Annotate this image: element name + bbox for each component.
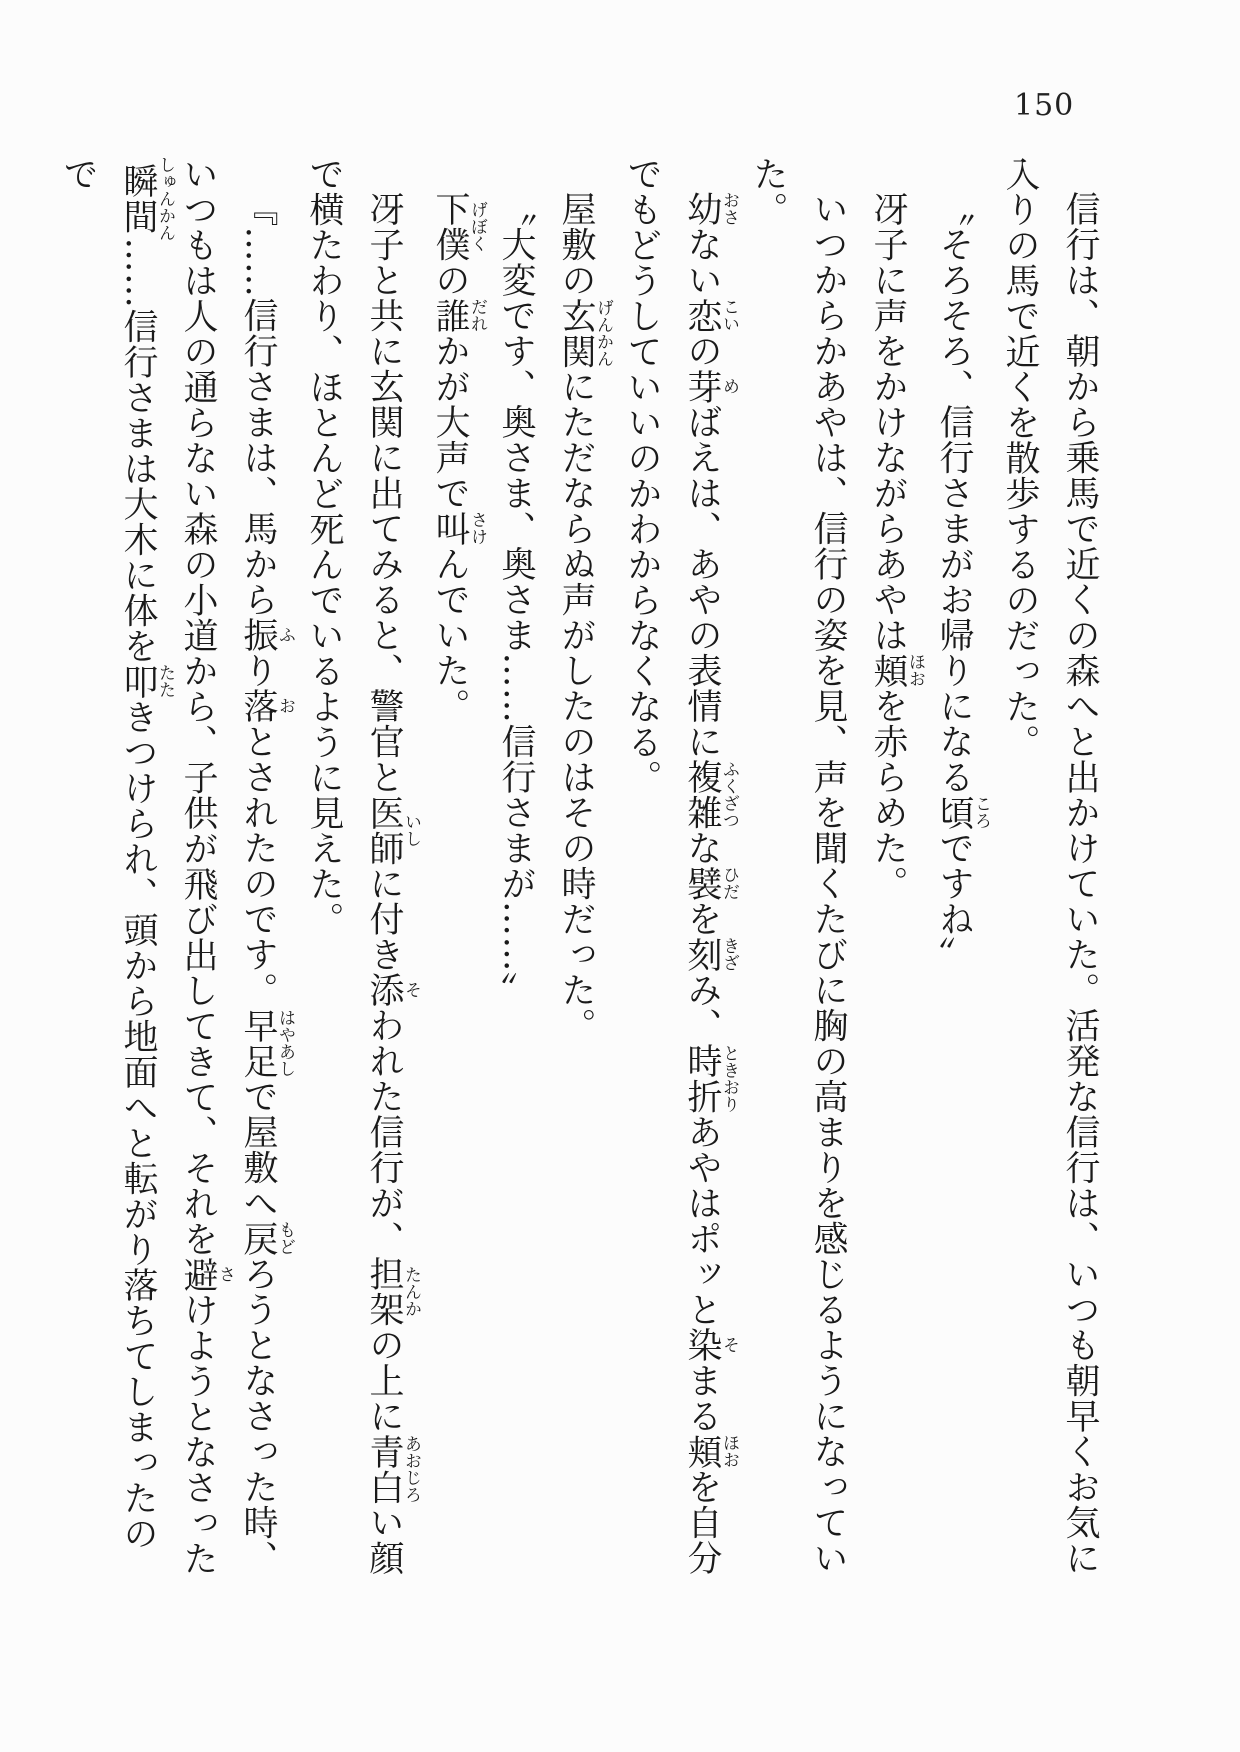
furigana-word: 早足はやあし (238, 1007, 295, 1079)
furigana-reading: そ (401, 972, 421, 1008)
furigana-reading: お (275, 688, 295, 724)
paragraph: 『……信行さまは、馬から振ふり落おとされたのです。早足はやあしで屋敷へ戻もどろうとなさった時、いつもは人の通らない森の小道から、子供が飛び出してきて、それを避さけようとなさった瞬間しゅんかん……信行さまは大木に体を叩たたきつけられ、頭から地面へと転がり落ちてしまったので (58, 156, 295, 1576)
furigana-reading: ふくざつ (719, 759, 739, 830)
furigana-word: 添そ (364, 972, 421, 1008)
furigana-word: 頬ほお (682, 1433, 739, 1469)
furigana-reading: ひだ (719, 865, 739, 901)
furigana-reading: おさ (719, 191, 739, 227)
furigana-word: 落お (238, 688, 295, 724)
furigana-word: 恋こい (682, 297, 739, 333)
paragraph: 〝そろそろ、信行さまがお帰りになる頃ころですね〟 (934, 191, 991, 972)
paragraph: 幼おさない恋こいの芽めばえは、あやの表情に複雑ふくざつな襞ひだを刻きざみ、時折ときおりあやはポッと染そまる頬ほおを自分でもどうしていいのかわからなくなる。 (622, 156, 739, 1576)
furigana-reading: さけ (467, 510, 487, 546)
furigana-word: 瞬間しゅんかん (118, 156, 175, 241)
furigana-reading: たた (155, 663, 175, 699)
furigana-reading: ほお (719, 1433, 739, 1469)
furigana-reading: ころ (971, 794, 991, 830)
furigana-reading: ときおり (719, 1043, 739, 1114)
furigana-reading: きざ (719, 936, 739, 972)
furigana-reading: たんか (401, 1256, 421, 1327)
furigana-word: 青白あおじろ (364, 1433, 421, 1505)
paragraph: 〝大変です、奥さま、奥さま……信行さまが……〟 (496, 191, 536, 1008)
furigana-reading: だれ (467, 297, 487, 333)
furigana-word: 襞ひだ (682, 865, 739, 901)
furigana-word: 叩たた (118, 663, 175, 699)
paragraph: 信行は、朝から乗馬で近くの森へと出かけていた。活発な信行は、いつも朝早くお気に入りの馬で近くを散歩するのだった。 (1000, 156, 1100, 1576)
furigana-word: 振ふ (238, 617, 295, 653)
furigana-word: 叫さけ (430, 510, 487, 546)
furigana-reading: もど (275, 1220, 295, 1256)
furigana-word: 下僕げぼく (430, 191, 487, 262)
furigana-word: 刻きざ (682, 936, 739, 972)
furigana-reading: こい (719, 297, 739, 333)
furigana-word: 頬ほお (868, 652, 925, 688)
furigana-reading: ふ (275, 617, 295, 653)
furigana-word: 玄関げんかん (556, 297, 613, 369)
furigana-word: 頃ころ (934, 794, 991, 830)
furigana-word: 時折ときおり (682, 1043, 739, 1114)
furigana-reading: め (719, 368, 739, 404)
furigana-word: 幼おさ (682, 191, 739, 227)
paragraph: 下僕げぼくの誰だれかが大声で叫さけんでいた。 (430, 191, 487, 724)
furigana-word: 芽め (682, 368, 739, 404)
furigana-reading: はやあし (275, 1007, 295, 1079)
furigana-reading: あおじろ (401, 1433, 421, 1505)
furigana-reading: さ (215, 1256, 235, 1292)
page-number: 150 (1014, 88, 1075, 123)
paragraph: いつからかあやは、信行の姿を見、声を聞くたびに胸の高まりを感じるようになっていた。 (748, 156, 848, 1576)
furigana-reading: げぼく (467, 191, 487, 262)
paragraph: 冴子と共に玄関に出てみると、警官と医師いしに付き添そわれた信行が、担架たんかの上に青白あおじろい顔で横たわり、ほとんど死んでいるように見えた。 (304, 156, 421, 1576)
furigana-word: 誰だれ (430, 297, 487, 333)
furigana-reading: しゅんかん (155, 156, 175, 241)
furigana-word: 避さ (178, 1256, 235, 1292)
furigana-reading: いし (401, 794, 421, 866)
paragraph: 冴子に声をかけながらあやは頬ほおを赤らめた。 (868, 191, 925, 901)
page-text (58, 156, 1110, 1578)
furigana-word: 複雑ふくざつ (682, 759, 739, 830)
furigana-word: 戻もど (238, 1220, 295, 1256)
furigana-word: 医師いし (364, 794, 421, 866)
furigana-reading: そ (719, 1327, 739, 1363)
furigana-reading: げんかん (593, 297, 613, 369)
furigana-word: 染そ (682, 1327, 739, 1363)
furigana-word: 担架たんか (364, 1256, 421, 1327)
paragraph: 屋敷の玄関げんかんにただならぬ声がしたのはその時だった。 (556, 191, 613, 1043)
furigana-reading: ほお (905, 652, 925, 688)
